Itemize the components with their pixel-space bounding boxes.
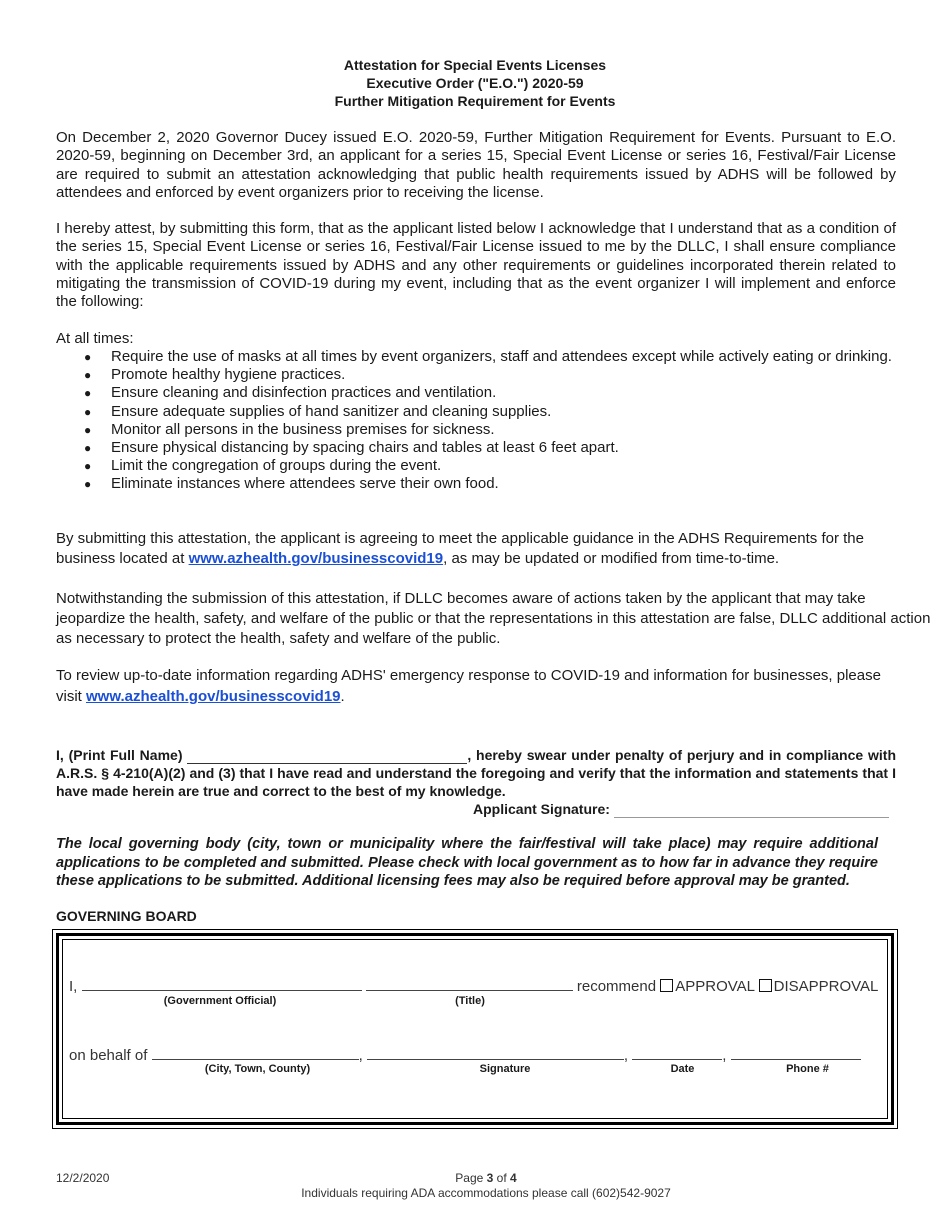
oath-block: I, (Print Full Name) , hereby swear under penalty of perjury and in compliance with A.R.S. § 4-210(A)(2) and (3) that I have read and understand the foregoing and verify that the information and statements that I have made herein are true and correct to the best of my knowledge. (56, 747, 896, 799)
list-item: ● Require the use of masks at all times by event organizers, staff and attendees except while actively eating or drinking. (56, 348, 896, 366)
applicant-signature-row: Applicant Signature: (473, 800, 889, 818)
requirements-list (56, 348, 896, 494)
caption-phone: Phone # (786, 1063, 829, 1075)
caption-title: (Title) (455, 995, 485, 1007)
caption-government-official: (Government Official) (163, 995, 277, 1007)
azhealth-review-link[interactable]: www.azhealth.gov/businesscovid19 (86, 688, 341, 705)
ada-notice: Individuals requiring ADA accommodations please call (602)542-9027 (301, 1186, 671, 1200)
date-field[interactable] (632, 1045, 722, 1060)
official-title-field[interactable] (366, 976, 573, 991)
document-subtitle-mitigation: Further Mitigation Requirement for Events (334, 93, 616, 109)
azhealth-link[interactable]: www.azhealth.gov/businesscovid19 (188, 550, 444, 567)
intro-paragraph: On December 2, 2020 Governor Ducey issued E.O. 2020-59, Further Mitigation Requirement for Events. Pursuant to E.O. 2020-59, beginning on December 3rd, an applicant for a series 15, Special Event License or series 16, Festival/Fair License are required to submit an attestation acknowledging that public health requirements issued by ADHS will be followed by attendees and enforced by event organizers prior to receiving the license. (56, 129, 896, 201)
on-behalf-row: on behalf of , , , (69, 1045, 861, 1064)
at-all-times-label: At all times: (56, 330, 134, 347)
list-item: ● Ensure physical distancing by spacing chairs and tables at least 6 feet apart. (56, 439, 896, 457)
document-subtitle-eo: Executive Order ("E.O.") 2020-59 (366, 75, 584, 91)
caption-date: Date (670, 1063, 695, 1075)
list-item: ● Ensure cleaning and disinfection practices and ventilation. (56, 384, 896, 402)
list-item: ● Eliminate instances where attendees serve their own food. (56, 475, 896, 493)
governing-board-heading: GOVERNING BOARD (56, 908, 197, 924)
recommendation-row: I, recommend APPROVAL DISAPPROVAL (69, 978, 879, 995)
list-item: ● Promote healthy hygiene practices. (56, 366, 896, 384)
approval-checkbox[interactable] (660, 979, 673, 992)
caption-city-town-county: (City, Town, County) (204, 1063, 311, 1075)
document-title: Attestation for Special Events Licenses (343, 57, 607, 73)
agreement-paragraph: By submitting this attestation, the applicant is agreeing to meet the applicable guidance in the ADHS Requirements for the business located at www.azhealth.gov/businesscovid19, as may be updated or modified from time-to-time. (56, 530, 864, 567)
print-name-field[interactable] (187, 749, 467, 764)
list-item: ● Monitor all persons in the business premises for sickness. (56, 421, 896, 439)
governing-board-box (52, 929, 898, 1129)
applicant-signature-field[interactable] (614, 803, 889, 818)
disapproval-checkbox[interactable] (759, 979, 772, 992)
footer-date: 12/2/2020 (56, 1171, 110, 1185)
local-government-notice: The local governing body (city, town or municipality where the fair/festival will take place) may require additional applications to be completed and submitted. Please check with local government as to how far in advance they require these applications to be submitted. Additional licensing fees may also be required before approval may be granted. (56, 836, 878, 889)
review-paragraph: To review up-to-date information regarding ADHS' emergency response to COVID-19 and information for businesses, please visit www.azhealth.gov/businesscovid19. (56, 667, 881, 705)
phone-field[interactable] (731, 1045, 861, 1060)
notwithstanding-paragraph: Notwithstanding the submission of this attestation, if DLLC becomes aware of actions taken by the applicant that may take jeopardize the health, safety, and welfare of the public or that the representations in this attestation are false, DLLC additional action as necessary to protect the health, safety and welfare of the public. (56, 590, 931, 647)
page-number: Page 3 of 4 (455, 1171, 517, 1185)
government-official-field[interactable] (82, 976, 362, 991)
attestation-paragraph: I hereby attest, by submitting this form, that as the applicant listed below I acknowledge that I understand that as a condition of the series 15, Special Event License or series 16, Festival/Fair License issued to me by the DLLC, I shall ensure compliance with the applicable requirements issued by ADHS and any other requirements or guidelines incorporated therein related to mitigating the transmission of COVID-19 during my event, including that as the event organizer I will implement and enforce the following: (56, 220, 896, 311)
board-signature-field[interactable] (367, 1045, 624, 1060)
city-town-county-field[interactable] (152, 1045, 359, 1060)
list-item: ● Ensure adequate supplies of hand sanitizer and cleaning supplies. (56, 403, 896, 421)
caption-signature: Signature (479, 1063, 531, 1075)
list-item: ● Limit the congregation of groups during the event. (56, 457, 896, 475)
